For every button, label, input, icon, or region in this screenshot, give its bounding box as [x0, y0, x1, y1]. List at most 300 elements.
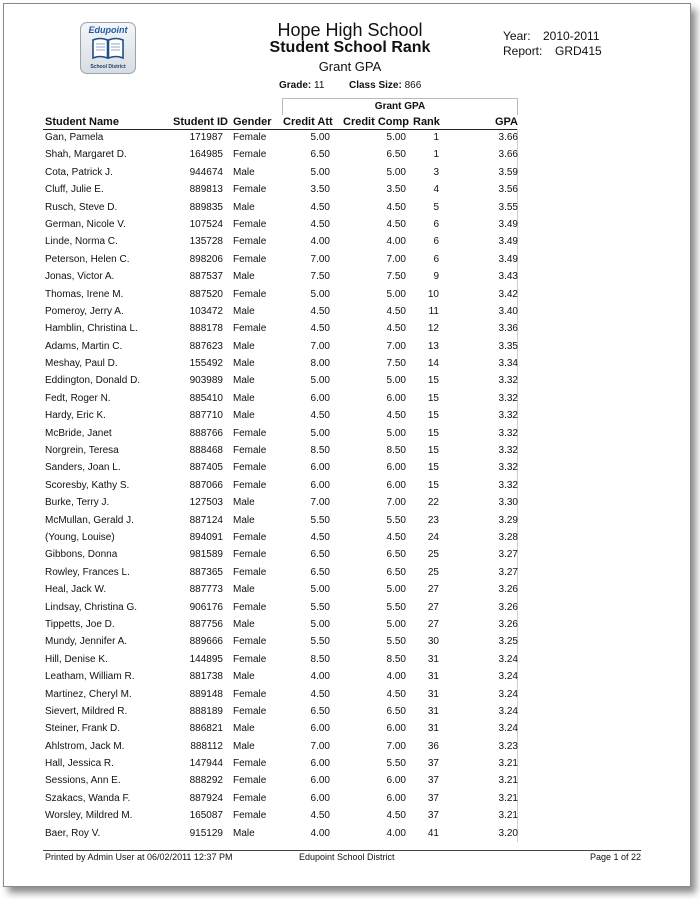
cell-credit-att: 4.00	[310, 671, 330, 683]
cell-gender: Male	[233, 497, 255, 509]
cell-gpa: 3.27	[498, 566, 518, 578]
cell-student-id: 164985	[189, 149, 223, 161]
cell-gender: Female	[233, 323, 267, 335]
cell-credit-comp: 6.00	[386, 775, 406, 787]
cell-credit-comp: 3.50	[386, 184, 406, 196]
cell-rank: 41	[427, 827, 439, 839]
cell-rank: 37	[427, 810, 439, 822]
cell-gpa: 3.24	[498, 705, 518, 717]
cell-gender: Male	[233, 358, 255, 370]
cell-gpa: 3.34	[498, 358, 518, 370]
cell-credit-att: 5.00	[310, 618, 330, 630]
cell-student-name: Jonas, Victor A.	[45, 271, 115, 283]
cell-student-name: Hall, Jessica R.	[45, 758, 114, 770]
cell-gpa: 3.21	[498, 810, 518, 822]
cell-student-name: Rowley, Frances L.	[45, 566, 130, 578]
table-row	[43, 286, 518, 303]
table-row	[43, 251, 518, 268]
cell-credit-att: 5.50	[310, 514, 330, 526]
cell-gender: Female	[233, 601, 267, 613]
cell-student-id: 135728	[189, 236, 223, 248]
cell-credit-comp: 8.50	[386, 445, 406, 457]
cell-gpa: 3.24	[498, 671, 518, 683]
cell-gender: Female	[233, 149, 267, 161]
col-gender: Gender	[233, 116, 272, 128]
table-row	[43, 772, 518, 789]
cell-gpa: 3.32	[498, 479, 518, 491]
cell-credit-att: 5.00	[310, 375, 330, 387]
cell-student-name: Cota, Patrick J.	[45, 166, 113, 178]
cell-credit-comp: 7.00	[386, 497, 406, 509]
cell-student-id: 889666	[189, 636, 223, 648]
table-row	[43, 651, 518, 668]
cell-rank: 9	[433, 271, 439, 283]
cell-gpa: 3.23	[498, 740, 518, 752]
cell-credit-att: 6.00	[310, 479, 330, 491]
cell-credit-att: 4.50	[310, 218, 330, 230]
table-row	[43, 738, 518, 755]
cell-student-id: 127503	[189, 497, 223, 509]
cell-gpa: 3.24	[498, 723, 518, 735]
cell-credit-att: 8.00	[310, 358, 330, 370]
cell-student-name: McBride, Janet	[45, 427, 112, 439]
cell-rank: 30	[427, 636, 439, 648]
cell-gpa: 3.32	[498, 375, 518, 387]
cell-gpa: 3.59	[498, 166, 518, 178]
cell-credit-comp: 4.50	[386, 218, 406, 230]
col-gpa: GPA	[494, 116, 518, 128]
cell-student-id: 171987	[189, 132, 223, 143]
cell-student-id: 887710	[189, 410, 223, 422]
table-row	[43, 512, 518, 529]
cell-student-id: 107524	[189, 218, 223, 230]
cell-gpa: 3.35	[498, 340, 518, 352]
cell-credit-att: 7.00	[310, 740, 330, 752]
cell-rank: 27	[427, 601, 439, 613]
cell-credit-comp: 8.50	[386, 653, 406, 665]
cell-gender: Male	[233, 410, 255, 422]
cell-rank: 31	[427, 705, 439, 717]
table-row	[43, 616, 518, 633]
cell-student-name: Sanders, Joan L.	[45, 462, 121, 474]
cell-student-name: Sessions, Ann E.	[45, 775, 121, 787]
cell-student-name: Burke, Terry J.	[45, 497, 110, 509]
cell-gpa: 3.56	[498, 184, 518, 196]
table-row	[43, 477, 518, 494]
cell-rank: 24	[427, 531, 439, 543]
cell-rank: 4	[433, 184, 439, 196]
cell-student-id: 103472	[189, 305, 223, 317]
cell-credit-comp: 5.50	[386, 636, 406, 648]
year-line	[503, 29, 600, 43]
cell-rank: 37	[427, 758, 439, 770]
cell-credit-att: 6.50	[310, 549, 330, 561]
cell-credit-att: 7.00	[310, 253, 330, 265]
page-footer	[43, 850, 641, 862]
table-row	[43, 546, 518, 563]
cell-student-name: Baer, Roy V.	[45, 827, 101, 839]
table-row	[43, 633, 518, 650]
cell-student-name: Tippetts, Joe D.	[45, 618, 115, 630]
cell-credit-comp: 6.00	[386, 792, 406, 804]
cell-gpa: 3.26	[498, 618, 518, 630]
cell-rank: 14	[427, 358, 439, 370]
cell-student-name: Scoresby, Kathy S.	[45, 479, 130, 491]
table-row	[43, 494, 518, 511]
cell-gender: Male	[233, 584, 255, 596]
cell-gender: Female	[233, 531, 267, 543]
cell-credit-comp: 4.00	[386, 827, 406, 839]
cell-student-name: Hamblin, Christina L.	[45, 323, 138, 335]
cell-credit-att: 6.00	[310, 775, 330, 787]
cell-student-id: 165087	[189, 810, 223, 822]
cell-student-id: 144895	[189, 653, 223, 665]
cell-gpa: 3.25	[498, 636, 518, 648]
cell-gpa: 3.28	[498, 531, 518, 543]
gpa-group-header: Grant GPA	[282, 98, 518, 115]
cell-credit-comp: 4.50	[386, 688, 406, 700]
cell-gpa: 3.24	[498, 653, 518, 665]
cell-student-id: 889148	[189, 688, 223, 700]
table-row	[43, 372, 518, 389]
logo-subtitle: School District	[90, 64, 126, 70]
table-row	[43, 355, 518, 372]
cell-credit-att: 6.00	[310, 462, 330, 474]
cell-gpa: 3.49	[498, 236, 518, 248]
cell-credit-att: 8.50	[310, 445, 330, 457]
table-row	[43, 720, 518, 737]
cell-credit-comp: 7.50	[386, 358, 406, 370]
cell-gpa: 3.40	[498, 305, 518, 317]
cell-student-name: Eddington, Donald D.	[45, 375, 141, 387]
cell-credit-comp: 4.50	[386, 810, 406, 822]
col-credit-comp: Credit Comp	[343, 116, 409, 128]
cell-rank: 6	[433, 236, 439, 248]
cell-rank: 13	[427, 340, 439, 352]
cell-student-id: 894091	[189, 531, 223, 543]
cell-credit-comp: 5.50	[386, 514, 406, 526]
cell-gender: Female	[233, 775, 267, 787]
cell-rank: 15	[427, 427, 439, 439]
cell-gpa: 3.32	[498, 410, 518, 422]
class-size-label: Class Size:	[349, 80, 402, 91]
cell-student-name: Gan, Pamela	[45, 132, 104, 143]
cell-gpa: 3.29	[498, 514, 518, 526]
cell-gender: Female	[233, 705, 267, 717]
table-header	[43, 115, 518, 130]
cell-student-id: 887623	[189, 340, 223, 352]
cell-credit-att: 6.50	[310, 566, 330, 578]
cell-student-name: Fedt, Roger N.	[45, 392, 111, 404]
grade-info	[279, 80, 324, 91]
cell-student-name: Meshay, Paul D.	[45, 358, 118, 370]
cell-student-id: 886821	[189, 723, 223, 735]
table-row	[43, 459, 518, 476]
cell-student-id: 887365	[189, 566, 223, 578]
cell-gender: Female	[233, 462, 267, 474]
report-line	[503, 44, 602, 58]
cell-credit-comp: 5.50	[386, 758, 406, 770]
cell-gpa: 3.32	[498, 427, 518, 439]
table-row	[43, 181, 518, 198]
cell-student-name: Worsley, Mildred M.	[45, 810, 133, 822]
cell-student-name: Norgrein, Teresa	[45, 445, 119, 457]
cell-gender: Male	[233, 271, 255, 283]
table-row	[43, 129, 518, 146]
printed-by: Printed by Admin User at 06/02/2011 12:37 PM	[45, 852, 233, 862]
cell-credit-att: 5.50	[310, 601, 330, 613]
cell-student-id: 887066	[189, 479, 223, 491]
table-row	[43, 390, 518, 407]
cell-credit-comp: 4.00	[386, 236, 406, 248]
cell-student-name: Szakacs, Wanda F.	[45, 792, 131, 804]
cell-rank: 31	[427, 671, 439, 683]
table-row	[43, 199, 518, 216]
cell-rank: 15	[427, 479, 439, 491]
cell-gender: Male	[233, 375, 255, 387]
cell-rank: 31	[427, 653, 439, 665]
table-row	[43, 807, 518, 824]
student-table	[43, 129, 518, 842]
cell-credit-att: 4.50	[310, 531, 330, 543]
cell-rank: 23	[427, 514, 439, 526]
cell-credit-comp: 4.50	[386, 323, 406, 335]
cell-gpa: 3.36	[498, 323, 518, 335]
cell-credit-comp: 5.00	[386, 132, 406, 143]
cell-student-id: 888112	[190, 740, 223, 752]
table-row	[43, 216, 518, 233]
logo-name: Edupoint	[88, 25, 128, 35]
cell-rank: 15	[427, 445, 439, 457]
cell-student-id: 155492	[189, 358, 223, 370]
cell-student-name: Steiner, Frank D.	[45, 723, 121, 735]
cell-gpa: 3.21	[498, 758, 518, 770]
cell-student-id: 898206	[189, 253, 223, 265]
cell-credit-comp: 6.50	[386, 549, 406, 561]
cell-rank: 5	[433, 201, 439, 213]
cell-student-name: Rusch, Steve D.	[45, 201, 118, 213]
cell-gender: Male	[233, 618, 255, 630]
cell-gender: Female	[233, 288, 267, 300]
cell-credit-att: 6.50	[310, 149, 330, 161]
table-row	[43, 442, 518, 459]
cell-student-name: Linde, Norma C.	[45, 236, 118, 248]
cell-student-name: Heal, Jack W.	[45, 584, 107, 596]
table-row	[43, 164, 518, 181]
cell-gender: Female	[233, 236, 267, 248]
cell-rank: 27	[427, 584, 439, 596]
cell-rank: 15	[427, 410, 439, 422]
table-row	[43, 790, 518, 807]
cell-gender: Male	[233, 392, 255, 404]
cell-credit-comp: 5.00	[386, 288, 406, 300]
cell-gender: Female	[233, 566, 267, 578]
class-size-info	[349, 80, 421, 91]
cell-credit-att: 8.50	[310, 653, 330, 665]
table-row	[43, 825, 518, 842]
cell-gpa: 3.55	[498, 201, 518, 213]
cell-credit-att: 4.50	[310, 688, 330, 700]
col-student-id: Student ID	[173, 116, 228, 128]
cell-credit-att: 5.00	[310, 288, 330, 300]
cell-gender: Male	[233, 827, 255, 839]
cell-gender: Male	[233, 671, 255, 683]
cell-gender: Female	[233, 218, 267, 230]
cell-credit-att: 6.50	[310, 705, 330, 717]
cell-student-id: 981589	[189, 549, 223, 561]
cell-student-id: 888189	[189, 705, 223, 717]
cell-rank: 1	[433, 132, 439, 143]
cell-credit-att: 7.00	[310, 497, 330, 509]
cell-gpa: 3.27	[498, 549, 518, 561]
cell-student-name: McMullan, Gerald J.	[45, 514, 134, 526]
cell-rank: 31	[427, 688, 439, 700]
cell-gender: Male	[233, 514, 255, 526]
cell-student-name: (Young, Louise)	[45, 531, 115, 543]
cell-student-id: 887924	[189, 792, 223, 804]
cell-gender: Female	[233, 653, 267, 665]
cell-student-name: Hill, Denise K.	[45, 653, 108, 665]
cell-student-id: 888468	[189, 445, 223, 457]
cell-credit-att: 4.50	[310, 305, 330, 317]
cell-credit-att: 4.50	[310, 201, 330, 213]
cell-credit-comp: 5.00	[386, 166, 406, 178]
cell-student-name: Thomas, Irene M.	[45, 288, 124, 300]
table-row	[43, 320, 518, 337]
cell-credit-comp: 4.00	[386, 671, 406, 683]
cell-gender: Male	[233, 201, 255, 213]
cell-gpa: 3.26	[498, 601, 518, 613]
grade-label: Grade:	[279, 80, 312, 91]
cell-student-id: 147944	[189, 758, 223, 770]
cell-credit-comp: 7.00	[386, 740, 406, 752]
cell-credit-att: 4.00	[310, 827, 330, 839]
cell-gender: Female	[233, 445, 267, 457]
cell-student-name: Shah, Margaret D.	[45, 149, 127, 161]
cell-gender: Male	[233, 305, 255, 317]
cell-student-id: 887756	[189, 618, 223, 630]
cell-student-id: 915129	[189, 827, 223, 839]
cell-rank: 6	[433, 253, 439, 265]
cell-rank: 25	[427, 566, 439, 578]
cell-rank: 15	[427, 462, 439, 474]
cell-credit-comp: 5.50	[386, 601, 406, 613]
cell-student-id: 887773	[189, 584, 223, 596]
cell-student-id: 887537	[189, 271, 223, 283]
cell-credit-att: 4.50	[310, 810, 330, 822]
table-row	[43, 268, 518, 285]
cell-student-name: Mundy, Jennifer A.	[45, 636, 128, 648]
cell-credit-att: 7.00	[310, 340, 330, 352]
cell-credit-comp: 5.00	[386, 375, 406, 387]
cell-rank: 36	[427, 740, 439, 752]
cell-rank: 25	[427, 549, 439, 561]
table-row	[43, 407, 518, 424]
cell-gpa: 3.32	[498, 392, 518, 404]
cell-gpa: 3.21	[498, 792, 518, 804]
cell-student-id: 885410	[189, 392, 223, 404]
grade-value: 11	[314, 80, 325, 91]
cell-gpa: 3.66	[498, 132, 518, 143]
cell-student-name: Lindsay, Christina G.	[45, 601, 138, 613]
table-row	[43, 564, 518, 581]
cell-gpa: 3.49	[498, 253, 518, 265]
cell-student-id: 881738	[189, 671, 223, 683]
cell-gender: Female	[233, 549, 267, 561]
cell-credit-att: 6.00	[310, 723, 330, 735]
cell-student-id: 906176	[189, 601, 223, 613]
cell-credit-comp: 7.00	[386, 340, 406, 352]
cell-gpa: 3.30	[498, 497, 518, 509]
cell-credit-comp: 5.00	[386, 584, 406, 596]
district-name: Edupoint School District	[299, 852, 395, 862]
table-row	[43, 686, 518, 703]
table-row	[43, 233, 518, 250]
cell-student-id: 887405	[189, 462, 223, 474]
cell-credit-comp: 6.00	[386, 723, 406, 735]
cell-credit-comp: 4.50	[386, 305, 406, 317]
cell-credit-att: 6.00	[310, 758, 330, 770]
cell-credit-comp: 5.00	[386, 618, 406, 630]
cell-student-name: Pomeroy, Jerry A.	[45, 305, 124, 317]
cell-rank: 6	[433, 218, 439, 230]
cell-credit-comp: 4.50	[386, 531, 406, 543]
col-student-name: Student Name	[45, 116, 119, 128]
cell-gender: Female	[233, 427, 267, 439]
cell-rank: 15	[427, 392, 439, 404]
cell-student-id: 888766	[189, 427, 223, 439]
cell-student-id: 887520	[189, 288, 223, 300]
cell-gender: Female	[233, 810, 267, 822]
cell-credit-comp: 5.00	[386, 427, 406, 439]
table-row	[43, 425, 518, 442]
cell-credit-comp: 6.00	[386, 462, 406, 474]
cell-credit-att: 5.00	[310, 584, 330, 596]
page-number: Page 1 of 22	[589, 852, 641, 862]
cell-rank: 27	[427, 618, 439, 630]
cell-gender: Male	[233, 740, 255, 752]
cell-student-id: 889835	[189, 201, 223, 213]
cell-credit-comp: 6.50	[386, 566, 406, 578]
cell-credit-comp: 7.50	[386, 271, 406, 283]
cell-gpa: 3.32	[498, 462, 518, 474]
cell-gpa: 3.66	[498, 149, 518, 161]
cell-credit-att: 6.00	[310, 392, 330, 404]
cell-gender: Female	[233, 758, 267, 770]
cell-credit-att: 5.00	[310, 427, 330, 439]
cell-gender: Female	[233, 688, 267, 700]
year-value: 2010-2011	[543, 29, 600, 43]
report-label: Report:	[503, 44, 543, 58]
cell-rank: 12	[427, 323, 439, 335]
cell-rank: 22	[427, 497, 439, 509]
cell-gender: Female	[233, 479, 267, 491]
cell-student-id: 888292	[189, 775, 223, 787]
table-row	[43, 146, 518, 163]
cell-gender: Male	[233, 340, 255, 352]
cell-rank: 31	[427, 723, 439, 735]
cell-gpa: 3.32	[498, 445, 518, 457]
cell-credit-att: 5.00	[310, 132, 330, 143]
cell-credit-comp: 6.50	[386, 149, 406, 161]
cell-gender: Female	[233, 636, 267, 648]
cell-gpa: 3.26	[498, 584, 518, 596]
cell-credit-comp: 6.00	[386, 479, 406, 491]
cell-credit-att: 6.00	[310, 792, 330, 804]
cell-rank: 37	[427, 792, 439, 804]
col-rank: Rank	[413, 116, 440, 128]
year-label: Year:	[503, 29, 531, 43]
